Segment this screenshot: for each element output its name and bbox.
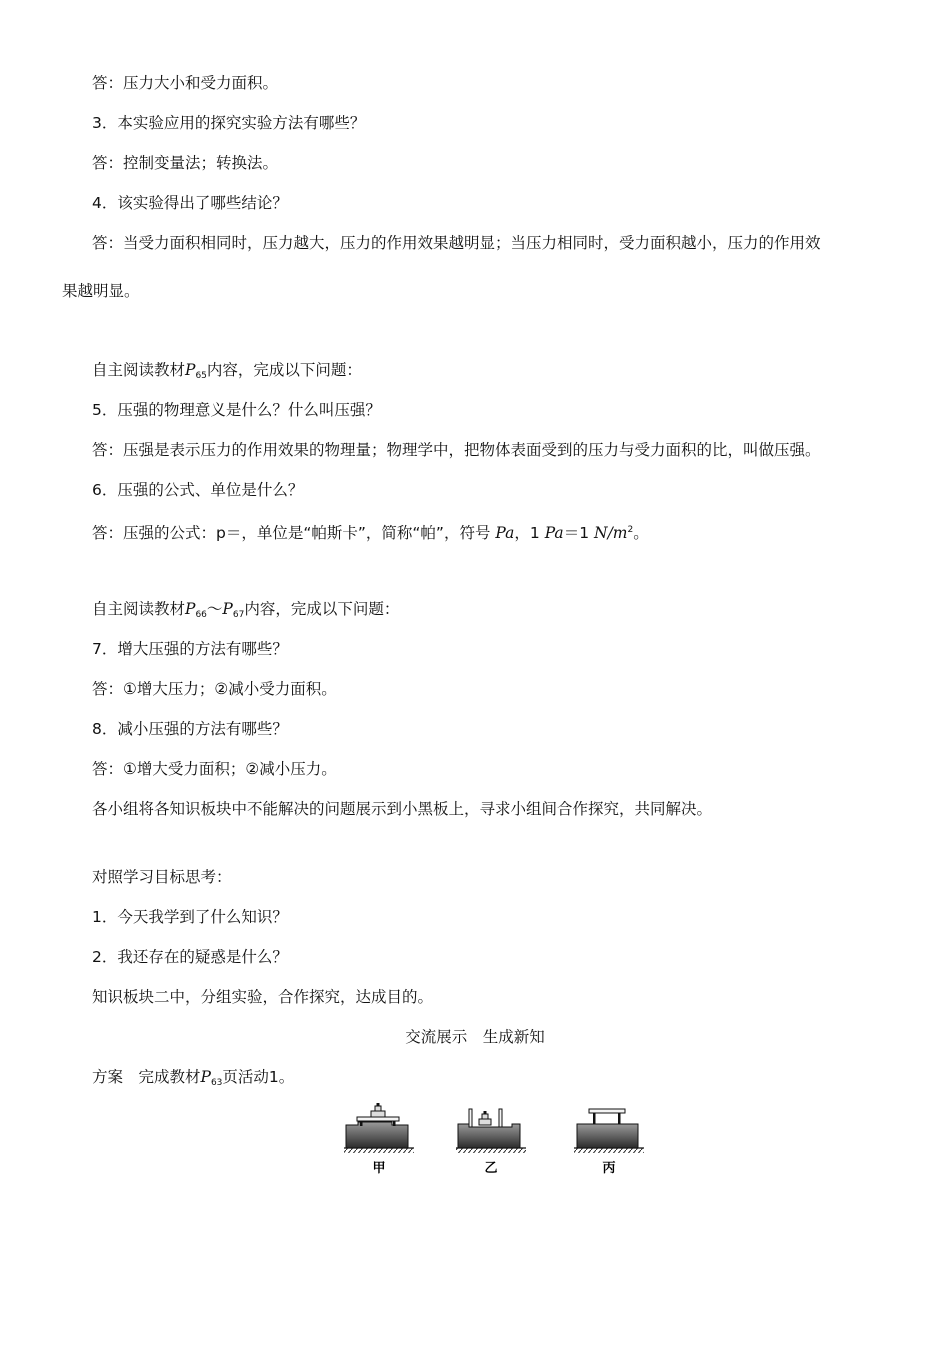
summary-line: 知识板块二中，分组实验，合作探究，达成目的。	[92, 988, 434, 1006]
answer-7: 答：①增大压力；②减小受力面积。	[92, 680, 337, 698]
label-bing: 丙	[602, 1161, 616, 1176]
question-8: 8．减小压强的方法有哪些？	[92, 720, 288, 738]
question-5: 5．压强的物理意义是什么？什么叫压强？	[92, 401, 381, 419]
answer-4-cont: 果越明显。	[62, 282, 140, 300]
plan-line: 方案 完成教材$P_{63}$页活动1。	[92, 1068, 295, 1088]
reflection-2: 2．我还存在的疑惑是什么？	[92, 948, 288, 966]
experiment-figure	[336, 1096, 648, 1178]
question-7: 7．增大压强的方法有哪些？	[92, 640, 288, 658]
section-title: 交流展示 生成新知	[405, 1028, 545, 1046]
setup-jia	[344, 1103, 414, 1153]
setup-yi	[456, 1109, 526, 1153]
text-line: 答：压力大小和受力面积。	[92, 74, 279, 92]
question-3: 3．本实验应用的探究实验方法有哪些？	[92, 114, 366, 132]
label-yi: 乙	[484, 1161, 498, 1176]
answer-4: 答：当受力面积相同时，压力越大，压力的作用效果越明显；当压力相同时，受力面积越小，压力的作用效	[92, 234, 821, 252]
answer-3: 答：控制变量法；转换法。	[92, 154, 279, 172]
answer-6: 答：压强的公式：p＝，单位是“帕斯卡”，简称“帕”，符号 Pa，1 Pa＝1 $N/m^2$。	[92, 524, 649, 542]
answer-8: 答：①增大受力面积；②减小压力。	[92, 760, 337, 778]
group-instruction: 各小组将各知识板块中不能解决的问题展示到小黑板上，寻求小组间合作探究，共同解决。	[92, 800, 713, 818]
setup-bing	[574, 1109, 644, 1153]
reading-instruction-1: 自主阅读教材$P_{65}$内容，完成以下问题：	[92, 361, 362, 381]
reflection-heading: 对照学习目标思考：	[92, 868, 232, 886]
reflection-1: 1．今天我学到了什么知识？	[92, 908, 288, 926]
answer-5: 答：压强是表示压力的作用效果的物理量；物理学中，把物体表面受到的压力与受力面积的比，叫做压强。	[92, 441, 821, 459]
question-4: 4．该实验得出了哪些结论？	[92, 194, 288, 212]
reading-instruction-2: 自主阅读教材$P_{66}\sim P_{67}$内容，完成以下问题：	[92, 600, 400, 620]
label-jia: 甲	[372, 1161, 386, 1176]
question-6: 6．压强的公式、单位是什么？	[92, 481, 304, 499]
